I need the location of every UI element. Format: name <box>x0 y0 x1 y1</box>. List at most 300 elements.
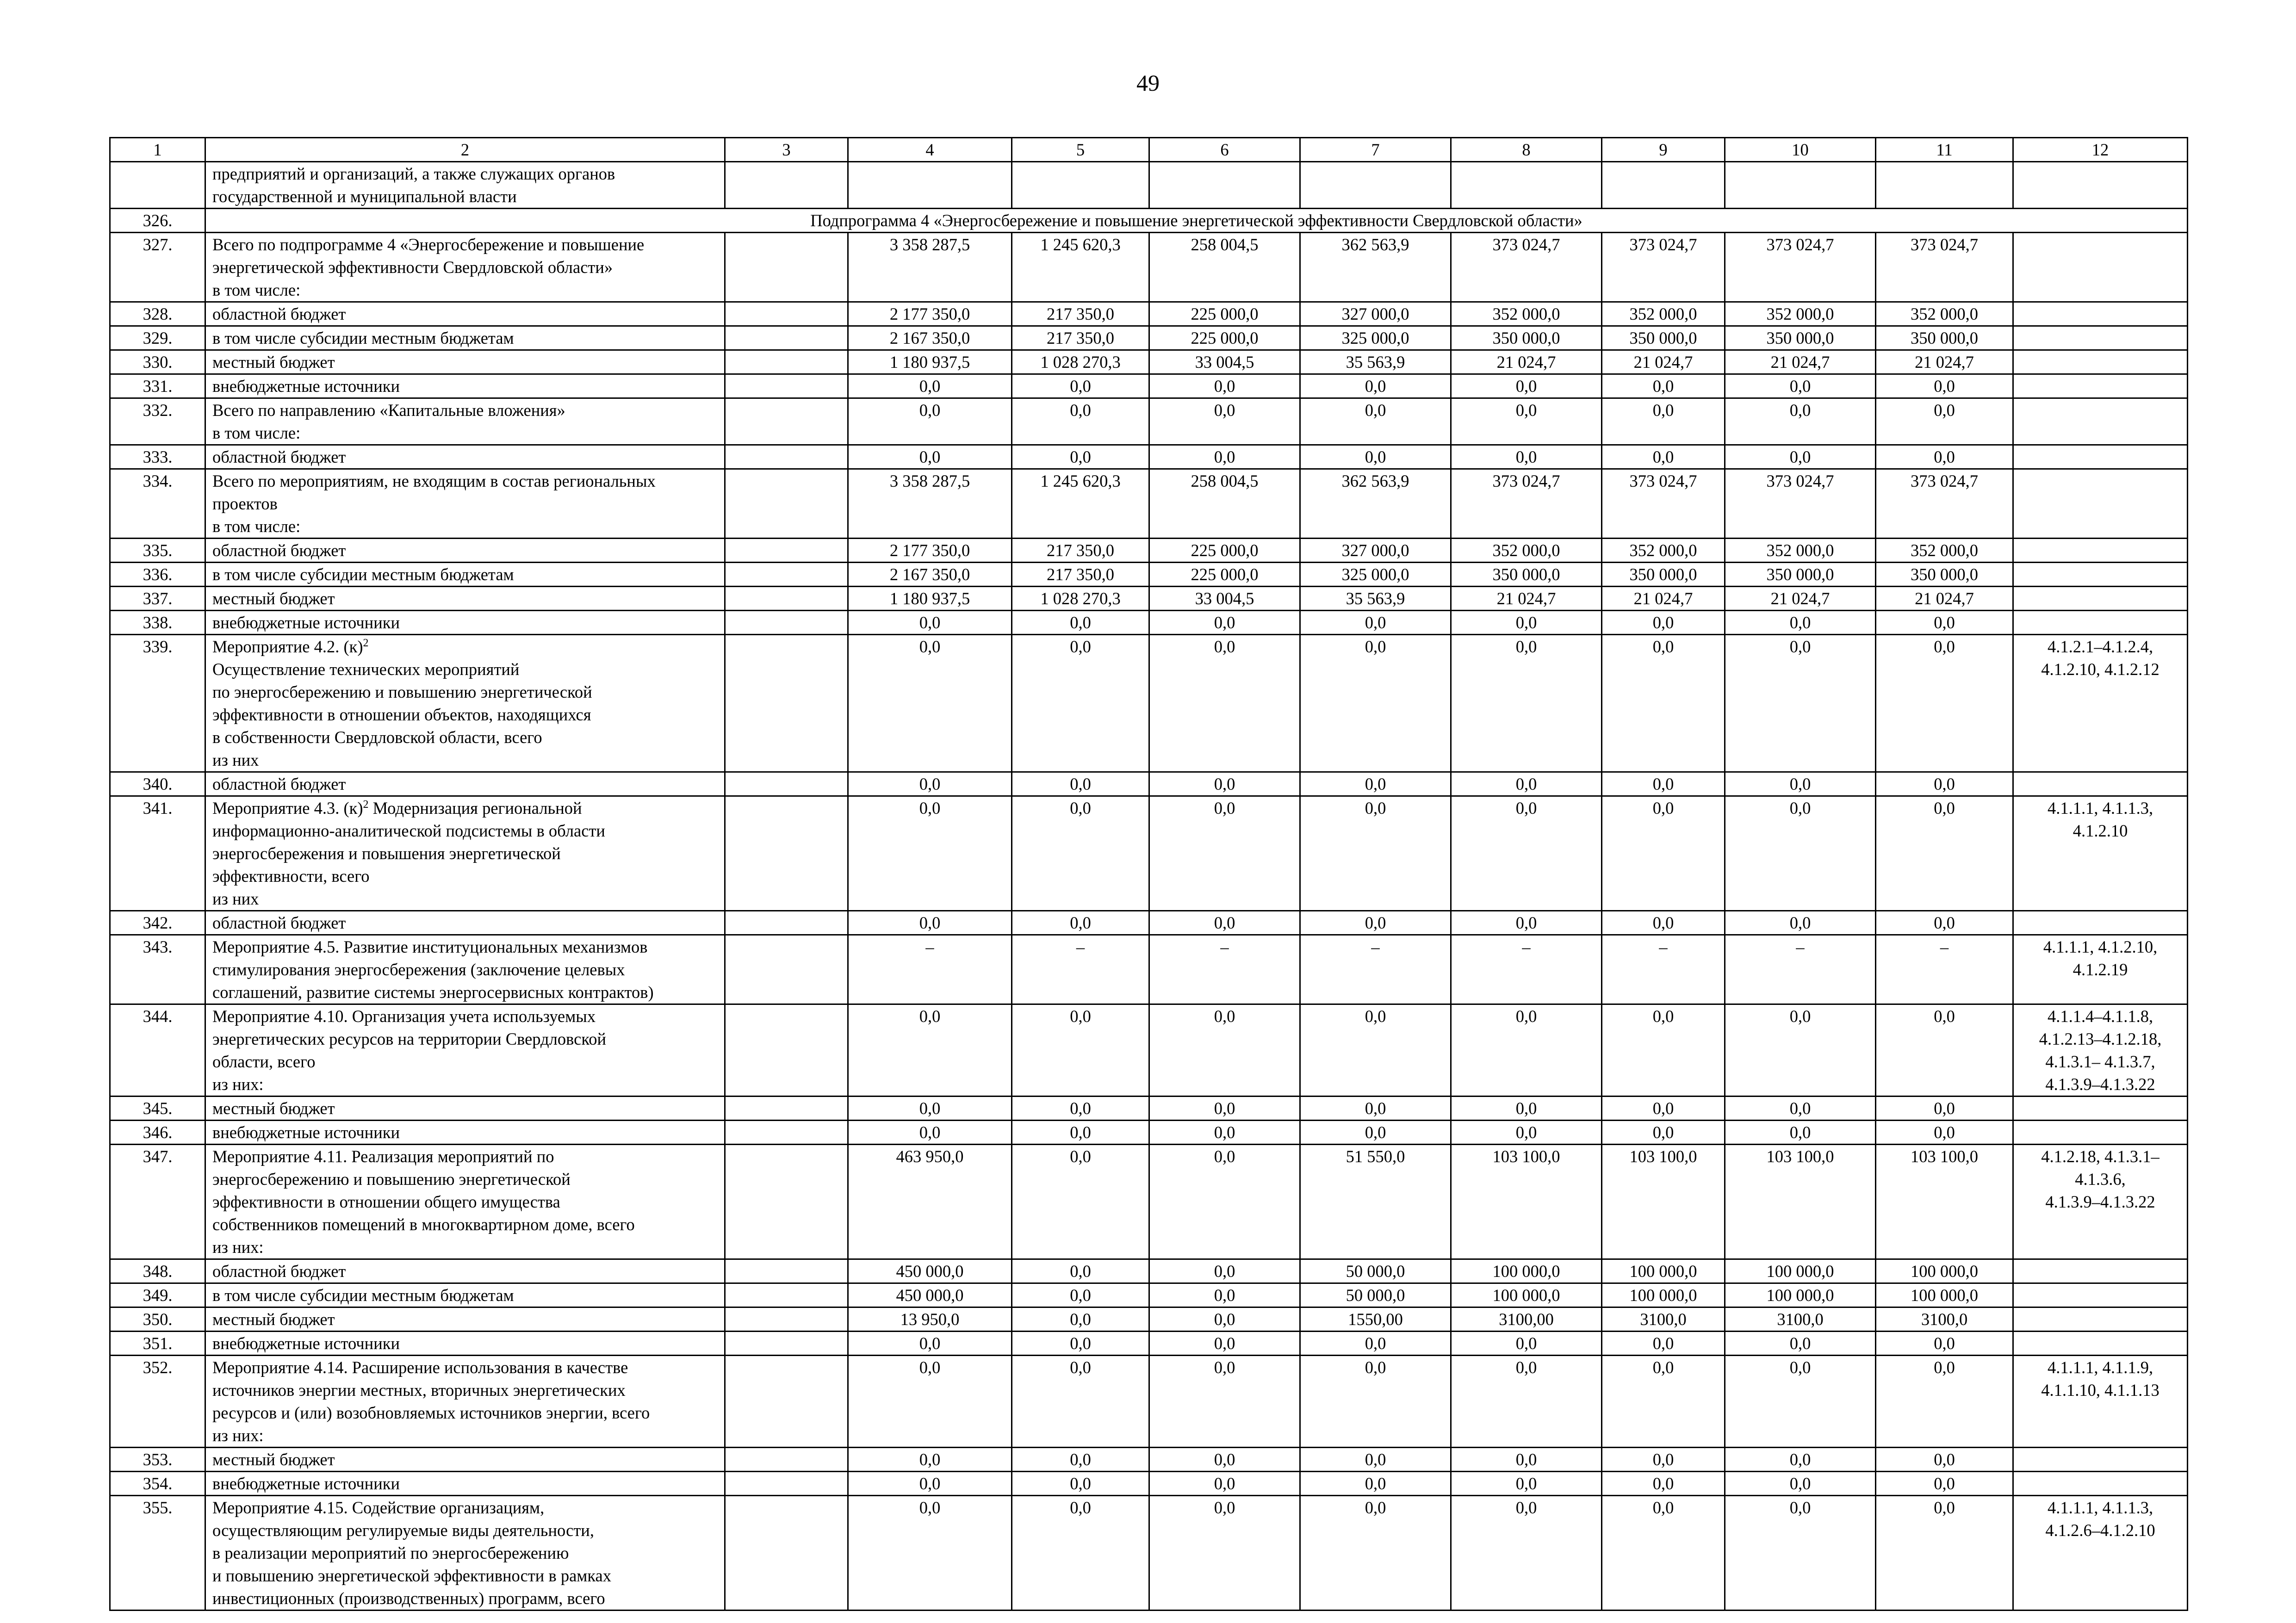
amount-cell: 0,0 <box>1876 1356 2013 1448</box>
amount-cell: 0,0 <box>1300 1121 1451 1145</box>
amount-cell: 0,0 <box>1602 1121 1725 1145</box>
amount-cell: 0,0 <box>1012 772 1149 796</box>
amount-cell: 0,0 <box>1602 1332 1725 1356</box>
amount-cell: 0,0 <box>1602 445 1725 469</box>
amount-cell: 0,0 <box>1012 445 1149 469</box>
amount-cell: 0,0 <box>848 374 1012 398</box>
column-number: 2 <box>205 138 725 162</box>
amount-cell: 0,0 <box>1300 1096 1451 1121</box>
amount-cell: 0,0 <box>1725 1096 1876 1121</box>
amount-cell: 0,0 <box>1602 911 1725 935</box>
row-number: 327. <box>110 233 205 302</box>
amount-cell: – <box>1725 935 1876 1004</box>
amount-cell: 0,0 <box>1149 772 1300 796</box>
empty-cell <box>725 587 848 611</box>
amount-cell <box>848 162 1012 209</box>
amount-cell: 0,0 <box>1012 1004 1149 1096</box>
row-number: 337. <box>110 587 205 611</box>
amount-cell: 0,0 <box>1149 1307 1300 1332</box>
amount-cell: 0,0 <box>1451 635 1602 772</box>
amount-cell: 103 100,0 <box>1876 1145 2013 1259</box>
amount-cell: 0,0 <box>848 911 1012 935</box>
row-description: Мероприятие 4.15. Содействие организациям, осуществляющим регулируемые виды деятельности, в реализации мероприятий по энергосбережению и повышению энергетической эффективности в рамках инвестиционных (производственных) программ, всего <box>205 1496 725 1611</box>
target-indicator-ref <box>2013 302 2188 326</box>
amount-cell: 0,0 <box>1876 1121 2013 1145</box>
row-description: областной бюджет <box>205 445 725 469</box>
row-number: 335. <box>110 539 205 563</box>
table-row <box>110 1496 2188 1611</box>
amount-cell: 0,0 <box>1451 796 1602 911</box>
row-number: 353. <box>110 1448 205 1472</box>
row-number: 336. <box>110 563 205 587</box>
row-description: местный бюджет <box>205 1448 725 1472</box>
target-indicator-ref <box>2013 1283 2188 1307</box>
amount-cell: 13 950,0 <box>848 1307 1012 1332</box>
target-indicator-ref: 4.1.1.1, 4.1.2.10, 4.1.2.19 <box>2013 935 2188 1004</box>
amount-cell: 0,0 <box>848 1096 1012 1121</box>
amount-cell: 0,0 <box>1725 1121 1876 1145</box>
amount-cell: 0,0 <box>848 445 1012 469</box>
amount-cell: 0,0 <box>1602 1448 1725 1472</box>
amount-cell: 0,0 <box>1451 1096 1602 1121</box>
table-row <box>110 1283 2188 1307</box>
amount-cell: 0,0 <box>1602 1472 1725 1496</box>
target-indicator-ref <box>2013 1448 2188 1472</box>
amount-cell: 0,0 <box>1012 911 1149 935</box>
amount-cell: 0,0 <box>1876 1496 2013 1611</box>
empty-cell <box>725 1356 848 1448</box>
target-indicator-ref <box>2013 772 2188 796</box>
amount-cell: 0,0 <box>1876 1332 2013 1356</box>
amount-cell: 0,0 <box>1602 1004 1725 1096</box>
amount-cell: 373 024,7 <box>1451 469 1602 539</box>
amount-cell: 35 563,9 <box>1300 587 1451 611</box>
empty-cell <box>725 1145 848 1259</box>
row-number <box>110 162 205 209</box>
amount-cell: 0,0 <box>1012 1096 1149 1121</box>
amount-cell: 2 177 350,0 <box>848 302 1012 326</box>
row-number: 340. <box>110 772 205 796</box>
row-number: 326. <box>110 209 205 233</box>
amount-cell: 0,0 <box>1451 1121 1602 1145</box>
row-number: 332. <box>110 398 205 445</box>
amount-cell: 0,0 <box>1876 374 2013 398</box>
amount-cell: 0,0 <box>1876 772 2013 796</box>
amount-cell: 21 024,7 <box>1876 350 2013 374</box>
target-indicator-ref <box>2013 469 2188 539</box>
amount-cell: 0,0 <box>1725 1004 1876 1096</box>
amount-cell: 0,0 <box>1451 1004 1602 1096</box>
amount-cell: 0,0 <box>1876 911 2013 935</box>
target-indicator-ref <box>2013 611 2188 635</box>
amount-cell: 0,0 <box>1876 445 2013 469</box>
amount-cell: 0,0 <box>1149 1145 1300 1259</box>
empty-cell <box>725 350 848 374</box>
amount-cell: 0,0 <box>848 1472 1012 1496</box>
amount-cell: 0,0 <box>848 1332 1012 1356</box>
amount-cell: 0,0 <box>1149 1496 1300 1611</box>
subprogram-title: Подпрограмма 4 «Энергосбережение и повышение энергетической эффективности Свердловской области» <box>205 209 2188 233</box>
row-description: местный бюджет <box>205 1307 725 1332</box>
table-row <box>110 302 2188 326</box>
amount-cell: 362 563,9 <box>1300 233 1451 302</box>
amount-cell: 0,0 <box>1012 1307 1149 1332</box>
empty-cell <box>725 326 848 350</box>
amount-cell: 0,0 <box>1451 611 1602 635</box>
amount-cell: 0,0 <box>1012 398 1149 445</box>
empty-cell <box>725 539 848 563</box>
table-row <box>110 445 2188 469</box>
row-number: 344. <box>110 1004 205 1096</box>
row-number: 339. <box>110 635 205 772</box>
amount-cell: – <box>1602 935 1725 1004</box>
amount-cell: 0,0 <box>1876 1096 2013 1121</box>
row-number: 341. <box>110 796 205 911</box>
amount-cell: 217 350,0 <box>1012 539 1149 563</box>
amount-cell: 0,0 <box>1149 1121 1300 1145</box>
target-indicator-ref <box>2013 563 2188 587</box>
row-number: 352. <box>110 1356 205 1448</box>
row-description: внебюджетные источники <box>205 1121 725 1145</box>
amount-cell: 352 000,0 <box>1602 539 1725 563</box>
amount-cell: 0,0 <box>1725 772 1876 796</box>
amount-cell: 352 000,0 <box>1876 302 2013 326</box>
amount-cell: 0,0 <box>1300 445 1451 469</box>
amount-cell: 1 180 937,5 <box>848 350 1012 374</box>
amount-cell: 0,0 <box>1300 1332 1451 1356</box>
amount-cell: – <box>848 935 1012 1004</box>
amount-cell: 352 000,0 <box>1725 539 1876 563</box>
amount-cell: 0,0 <box>1725 911 1876 935</box>
table-row <box>110 350 2188 374</box>
amount-cell: 0,0 <box>848 1448 1012 1472</box>
page-number: 49 <box>1136 70 1160 96</box>
column-number: 5 <box>1012 138 1149 162</box>
table-row <box>110 539 2188 563</box>
table-row <box>110 796 2188 911</box>
amount-cell: 103 100,0 <box>1602 1145 1725 1259</box>
amount-cell: 0,0 <box>1012 1448 1149 1472</box>
empty-cell <box>725 469 848 539</box>
amount-cell <box>1451 162 1602 209</box>
amount-cell: – <box>1149 935 1300 1004</box>
target-indicator-ref: 4.1.1.4–4.1.1.8, 4.1.2.13–4.1.2.18, 4.1.3.1– 4.1.3.7, 4.1.3.9–4.1.3.22 <box>2013 1004 2188 1096</box>
row-number: 349. <box>110 1283 205 1307</box>
amount-cell: 450 000,0 <box>848 1259 1012 1283</box>
target-indicator-ref <box>2013 539 2188 563</box>
row-number: 343. <box>110 935 205 1004</box>
row-description: областной бюджет <box>205 302 725 326</box>
amount-cell: 225 000,0 <box>1149 302 1300 326</box>
amount-cell: 100 000,0 <box>1602 1259 1725 1283</box>
table-row <box>110 587 2188 611</box>
amount-cell: 350 000,0 <box>1602 563 1725 587</box>
amount-cell: 0,0 <box>848 772 1012 796</box>
row-number: 328. <box>110 302 205 326</box>
amount-cell: 3100,0 <box>1725 1307 1876 1332</box>
amount-cell: 352 000,0 <box>1451 302 1602 326</box>
amount-cell: 373 024,7 <box>1602 469 1725 539</box>
amount-cell: 327 000,0 <box>1300 539 1451 563</box>
row-number: 329. <box>110 326 205 350</box>
amount-cell: 0,0 <box>1602 635 1725 772</box>
table-row <box>110 469 2188 539</box>
amount-cell: 0,0 <box>848 1121 1012 1145</box>
amount-cell: 0,0 <box>1149 1259 1300 1283</box>
footnote-marker: 2 <box>363 798 369 811</box>
table-row <box>110 1121 2188 1145</box>
amount-cell: 0,0 <box>1012 611 1149 635</box>
target-indicator-ref <box>2013 1121 2188 1145</box>
empty-cell <box>725 911 848 935</box>
amount-cell: 51 550,0 <box>1300 1145 1451 1259</box>
amount-cell: 1 028 270,3 <box>1012 350 1149 374</box>
amount-cell: 0,0 <box>1012 1121 1149 1145</box>
amount-cell: 0,0 <box>1725 1332 1876 1356</box>
target-indicator-ref <box>2013 1332 2188 1356</box>
amount-cell: 0,0 <box>1149 1448 1300 1472</box>
row-description: Мероприятие 4.14. Расширение использования в качестве источников энергии местных, вторичных энергетических ресурсов и (или) возобновляемых источников энергии, всего из них: <box>205 1356 725 1448</box>
empty-cell <box>725 1307 848 1332</box>
row-number: 338. <box>110 611 205 635</box>
amount-cell: 0,0 <box>1149 1356 1300 1448</box>
amount-cell: 21 024,7 <box>1602 587 1725 611</box>
empty-cell <box>725 635 848 772</box>
row-description: внебюджетные источники <box>205 374 725 398</box>
target-indicator-ref <box>2013 1307 2188 1332</box>
table-row <box>110 1145 2188 1259</box>
amount-cell: 1 028 270,3 <box>1012 587 1149 611</box>
amount-cell: 352 000,0 <box>1876 539 2013 563</box>
column-number-row <box>110 138 2188 162</box>
table-row <box>110 1332 2188 1356</box>
amount-cell: 0,0 <box>1725 1448 1876 1472</box>
row-number: 351. <box>110 1332 205 1356</box>
amount-cell: 0,0 <box>1300 374 1451 398</box>
amount-cell: 33 004,5 <box>1149 350 1300 374</box>
amount-cell: – <box>1451 935 1602 1004</box>
amount-cell: 325 000,0 <box>1300 563 1451 587</box>
amount-cell <box>1602 162 1725 209</box>
amount-cell: 0,0 <box>1725 796 1876 911</box>
empty-cell <box>725 1283 848 1307</box>
row-description: внебюджетные источники <box>205 1472 725 1496</box>
target-indicator-ref <box>2013 326 2188 350</box>
target-indicator-ref <box>2013 374 2188 398</box>
target-indicator-ref <box>2013 1472 2188 1496</box>
column-number: 4 <box>848 138 1012 162</box>
amount-cell: 350 000,0 <box>1725 563 1876 587</box>
amount-cell: 0,0 <box>1012 1332 1149 1356</box>
amount-cell: 373 024,7 <box>1876 469 2013 539</box>
amount-cell: 1550,00 <box>1300 1307 1451 1332</box>
empty-cell <box>725 935 848 1004</box>
amount-cell: 0,0 <box>1300 1356 1451 1448</box>
row-description: в том числе субсидии местным бюджетам <box>205 563 725 587</box>
amount-cell: 0,0 <box>1451 1496 1602 1611</box>
row-number: 347. <box>110 1145 205 1259</box>
amount-cell: 0,0 <box>1602 374 1725 398</box>
target-indicator-ref <box>2013 233 2188 302</box>
row-description: внебюджетные источники <box>205 1332 725 1356</box>
column-number: 8 <box>1451 138 1602 162</box>
row-description: в том числе субсидии местным бюджетам <box>205 1283 725 1307</box>
amount-cell: 0,0 <box>1149 1332 1300 1356</box>
amount-cell: 100 000,0 <box>1725 1283 1876 1307</box>
amount-cell: 0,0 <box>1300 1448 1451 1472</box>
row-number: 355. <box>110 1496 205 1611</box>
amount-cell: 0,0 <box>1012 1496 1149 1611</box>
amount-cell: 0,0 <box>1149 374 1300 398</box>
amount-cell <box>1149 162 1300 209</box>
amount-cell: 0,0 <box>1012 1356 1149 1448</box>
amount-cell: 0,0 <box>848 1356 1012 1448</box>
amount-cell: 0,0 <box>848 1004 1012 1096</box>
amount-cell: 21 024,7 <box>1602 350 1725 374</box>
amount-cell: 352 000,0 <box>1602 302 1725 326</box>
empty-cell <box>725 445 848 469</box>
row-number: 330. <box>110 350 205 374</box>
empty-cell <box>725 796 848 911</box>
table-row <box>110 1004 2188 1096</box>
amount-cell <box>1012 162 1149 209</box>
table-row <box>110 162 2188 209</box>
target-indicator-ref: 4.1.1.1, 4.1.1.3, 4.1.2.6–4.1.2.10 <box>2013 1496 2188 1611</box>
amount-cell: 0,0 <box>1451 445 1602 469</box>
amount-cell: 0,0 <box>1725 635 1876 772</box>
amount-cell: 0,0 <box>1300 772 1451 796</box>
amount-cell: 0,0 <box>848 796 1012 911</box>
amount-cell: 0,0 <box>1300 611 1451 635</box>
amount-cell: 0,0 <box>1451 398 1602 445</box>
amount-cell: 103 100,0 <box>1725 1145 1876 1259</box>
amount-cell: 21 024,7 <box>1451 587 1602 611</box>
amount-cell <box>1300 162 1451 209</box>
amount-cell: 225 000,0 <box>1149 326 1300 350</box>
amount-cell: 0,0 <box>1451 374 1602 398</box>
row-description: в том числе субсидии местным бюджетам <box>205 326 725 350</box>
amount-cell: 373 024,7 <box>1602 233 1725 302</box>
amount-cell: 0,0 <box>848 398 1012 445</box>
amount-cell: 100 000,0 <box>1451 1259 1602 1283</box>
amount-cell: 0,0 <box>1451 772 1602 796</box>
table-row <box>110 1096 2188 1121</box>
amount-cell: 0,0 <box>1451 1332 1602 1356</box>
empty-cell <box>725 1448 848 1472</box>
column-number: 3 <box>725 138 848 162</box>
amount-cell: 0,0 <box>1149 1283 1300 1307</box>
amount-cell: 21 024,7 <box>1725 587 1876 611</box>
amount-cell: 0,0 <box>1149 635 1300 772</box>
amount-cell: 0,0 <box>1602 398 1725 445</box>
amount-cell: 0,0 <box>1012 796 1149 911</box>
row-description: областной бюджет <box>205 539 725 563</box>
amount-cell: 2 177 350,0 <box>848 539 1012 563</box>
amount-cell: 0,0 <box>1725 1472 1876 1496</box>
amount-cell: 21 024,7 <box>1725 350 1876 374</box>
amount-cell: 0,0 <box>1602 1356 1725 1448</box>
amount-cell: 0,0 <box>1149 445 1300 469</box>
amount-cell: 0,0 <box>1876 611 2013 635</box>
amount-cell: 217 350,0 <box>1012 302 1149 326</box>
row-number: 345. <box>110 1096 205 1121</box>
amount-cell: 0,0 <box>1012 374 1149 398</box>
target-indicator-ref <box>2013 911 2188 935</box>
amount-cell: 2 167 350,0 <box>848 326 1012 350</box>
amount-cell: 373 024,7 <box>1451 233 1602 302</box>
amount-cell: 0,0 <box>1300 1004 1451 1096</box>
row-description: Мероприятие 4.3. $(к)^2$ Модернизация региональной информационно-аналитической подсистемы в области энергосбережения и повышения энергетической эффективности, всего из них <box>205 796 725 911</box>
row-description: Мероприятие 4.2. $(к)^2$ Осуществление технических мероприятий по энергосбережению и повышению энергетической эффективности в отношении объектов, находящихся в собственности Свердловской области, всего из них <box>205 635 725 772</box>
amount-cell: 362 563,9 <box>1300 469 1451 539</box>
row-description: местный бюджет <box>205 587 725 611</box>
amount-cell: 0,0 <box>1876 398 2013 445</box>
amount-cell: 0,0 <box>1725 398 1876 445</box>
empty-cell <box>725 563 848 587</box>
amount-cell: 350 000,0 <box>1876 326 2013 350</box>
amount-cell: 1 180 937,5 <box>848 587 1012 611</box>
amount-cell: 0,0 <box>1451 1472 1602 1496</box>
table-row <box>110 398 2188 445</box>
amount-cell: 33 004,5 <box>1149 587 1300 611</box>
amount-cell: 0,0 <box>1451 911 1602 935</box>
empty-cell <box>725 1096 848 1121</box>
amount-cell: 100 000,0 <box>1725 1259 1876 1283</box>
table-row <box>110 935 2188 1004</box>
amount-cell: 0,0 <box>1012 1145 1149 1259</box>
amount-cell: 3100,00 <box>1451 1307 1602 1332</box>
amount-cell: 0,0 <box>1300 796 1451 911</box>
empty-cell <box>725 1121 848 1145</box>
target-indicator-ref: 4.1.2.1–4.1.2.4, 4.1.2.10, 4.1.2.12 <box>2013 635 2188 772</box>
table-row <box>110 635 2188 772</box>
empty-cell <box>725 374 848 398</box>
column-number: 10 <box>1725 138 1876 162</box>
amount-cell: 0,0 <box>1149 611 1300 635</box>
row-description: местный бюджет <box>205 1096 725 1121</box>
amount-cell: 100 000,0 <box>1451 1283 1602 1307</box>
row-description: внебюджетные источники <box>205 611 725 635</box>
amount-cell: 327 000,0 <box>1300 302 1451 326</box>
amount-cell: 0,0 <box>1149 796 1300 911</box>
amount-cell: 0,0 <box>1149 1004 1300 1096</box>
footnote-marker: 2 <box>363 637 369 649</box>
row-number: 333. <box>110 445 205 469</box>
empty-cell <box>725 772 848 796</box>
amount-cell <box>1876 162 2013 209</box>
amount-cell: 258 004,5 <box>1149 469 1300 539</box>
amount-cell: 350 000,0 <box>1451 563 1602 587</box>
amount-cell: 1 245 620,3 <box>1012 233 1149 302</box>
amount-cell: 0,0 <box>1602 1496 1725 1611</box>
amount-cell: 100 000,0 <box>1602 1283 1725 1307</box>
column-number: 11 <box>1876 138 2013 162</box>
amount-cell: 225 000,0 <box>1149 563 1300 587</box>
table-body <box>110 162 2188 1611</box>
amount-cell: 0,0 <box>848 635 1012 772</box>
empty-cell <box>725 233 848 302</box>
amount-cell: 0,0 <box>1876 1448 2013 1472</box>
amount-cell: 0,0 <box>1725 1496 1876 1611</box>
column-number: 12 <box>2013 138 2188 162</box>
table-row <box>110 1307 2188 1332</box>
amount-cell: 2 167 350,0 <box>848 563 1012 587</box>
amount-cell: 373 024,7 <box>1725 469 1876 539</box>
amount-cell: – <box>1300 935 1451 1004</box>
row-number: 350. <box>110 1307 205 1332</box>
amount-cell: 0,0 <box>1725 1356 1876 1448</box>
target-indicator-ref <box>2013 162 2188 209</box>
